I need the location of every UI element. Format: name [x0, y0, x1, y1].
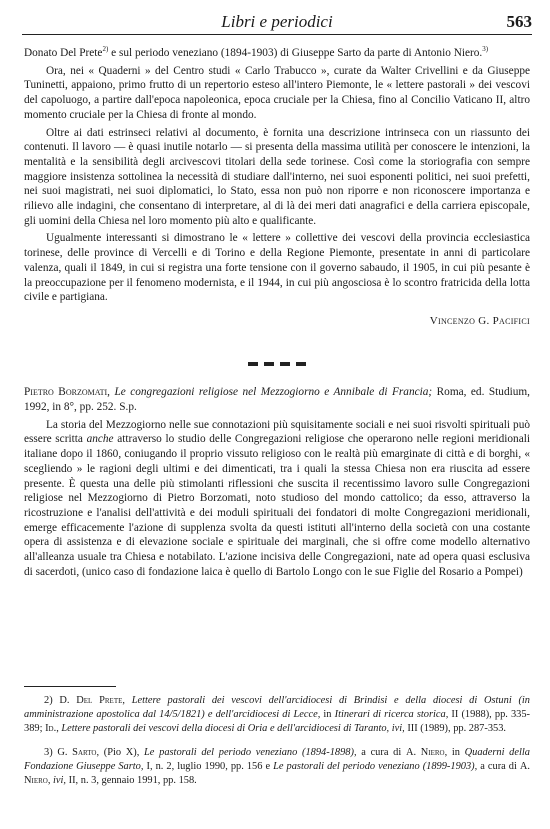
- footnote-ref-2[interactable]: 2): [102, 45, 109, 54]
- review2-author: Pietro Borzomati,: [24, 386, 110, 399]
- footnote-2: 2) D. Del Prete, Lettere pastorali dei vescovi dell'arcidiocesi di Brindisi e della diocesi di Ostuni (in amministrazione apostolica dal 14/5/1821) e dell'arcidiocesi di Lecce, in Itinerari di ricerca storica, II (1988), pp. 335-389; Id., Lettere pastorali dei vescovi della diocesi di Oria e dell'arcidiocesi di Taranto, ivi, III (1989), pp. 287-353.: [24, 695, 531, 735]
- footnotes: [24, 694, 530, 797]
- running-header: [22, 12, 532, 35]
- review1-signature: Vincenzo G. Pacifici: [429, 314, 530, 327]
- review1-paragraph-3: Ugualmente interessanti si dimostrano le « lettere » collettive dei vescovi della provincia ecclesiastica torinese, delle province di Vercelli e di Torino e della Regione Piemonte, presentate in anni di particolare valenza, quali il 1849, in cui si registra una forte tensione con il governo sabaudo, il 1905, in cui più pesante è la preoccupazione per il fenomeno modernista, e il 1944, in cui più angosciosa è lo scontro fratricida della lotta civile e partigiana.: [24, 232, 530, 304]
- page-number: 563: [506, 12, 532, 31]
- section-ornament: [24, 357, 530, 372]
- review2-title: Le congregazioni religiose nel Mezzogiorno e Annibale di Francia;: [114, 386, 433, 399]
- review1-paragraph-1: Ora, nei « Quaderni » del Centro studi « Carlo Trabucco », curate da Walter Crivellini e da Giuseppe Tuninetti, appaiono, primo frutto di un repertorio esteso all'intero Piemonte, le « lettere pastorali » dei vescovi del capoluogo, a partire dall'epoca napoleonica, epoca cruciale per la Chiesa, fino al Concilio Vaticano II, altro momento cruciale per la Chiesa di fronte al mondo.: [24, 64, 530, 121]
- review1-paragraph-2: Oltre ai dati estrinseci relativi al documento, è fornita una descrizione intrinseca con un riassunto dei contenuti. Il lavoro — è quasi inutile notarlo — si presenta della massima utilità per conoscere le intenzioni, la mentalità e la sensibilità degli arcivescovi titolari della sede torinese. Così come la storiografia con sempre maggiore insistenza sottolinea la necessità di studiare dall'interno, nei suoi esponenti politici, nei suoi prefetti, nei suoi magistrati, nei suoi diplomatici, lo Stato, essa non può non riporre e non riconoscere importanza e rilievo alle indagini, che consentano di interpretare, al di là dei meri dati anagrafici e della carriera episcopale, gli uomini della Chiesa nel loro momento più alto e qualificante.: [24, 126, 530, 227]
- review2-reference: [24, 385, 530, 414]
- running-title: Libri e periodici: [221, 12, 333, 31]
- review2-publication: Roma, ed. Studium, 1992, in 8°, pp. 252. S.p.: [24, 386, 530, 414]
- review2-paragraph-1: La storia del Mezzogiorno nelle sue connotazioni più squisitamente sociali e nei suoi risvolti spirituali può essere scritta anche attraverso lo studio delle Congregazioni religiose che operarono nelle regioni meridionali italiane dopo il 1860, coniugando il proprio vissuto religioso con le realtà più emarginate di città e di borghi, « scegliendo » le ragioni degli ultimi e dei dimenticati, tra i quali la stessa Chiesa non era riuscita ad essere presente. È questa una delle più stimolanti riflessioni che suscita il recentissimo lavoro sulle Congregazioni religiose nel Mezzogiorno di Pietro Borzomati, noto studioso del mondo cattolico; da esso, attraverso la ricostruzione e l'analisi dell'attività e dei moduli spirituali dei fondatori di molte Congregazioni meridionali, emerge efficacemente l'azione di supplenza svolta da questi istituti all'interno della società con una costante opera di assistenza e di elevazione sociale e spirituale dei marginali, che si offre come modello alternativo all'alleanza usuale tra Chiesa e notabilato. L'azione incisiva delle Congregazioni, nate ad opera quasi esclusiva di sacerdoti, (unico caso di fondazione laica è quello di Bartolo Longo con le sue Figlie del Rosario a Pompei): [24, 418, 530, 578]
- footnote-rule: [24, 686, 116, 687]
- footnote-ref-3[interactable]: 3): [482, 45, 489, 54]
- footnote-3: 3) G. Sarto, (Pio X), Le pastorali del periodo veneziano (1894-1898), a cura di A. Niero, in Quaderni della Fondazione Giuseppe Sarto, I, n. 2, luglio 1990, pp. 156 e Le pastorali del periodo veneziano (1899-1903), a cura di A. Niero, ivi, II, n. 3, gennaio 1991, pp. 158.: [24, 746, 530, 787]
- main-text: [24, 46, 530, 580]
- review1-paragraph-0: Donato Del Prete$^{2)}$ e sul periodo veneziano (1894-1903) di Giuseppe Sarto da parte di Antonio Niero.$^{3)}$: [24, 45, 489, 59]
